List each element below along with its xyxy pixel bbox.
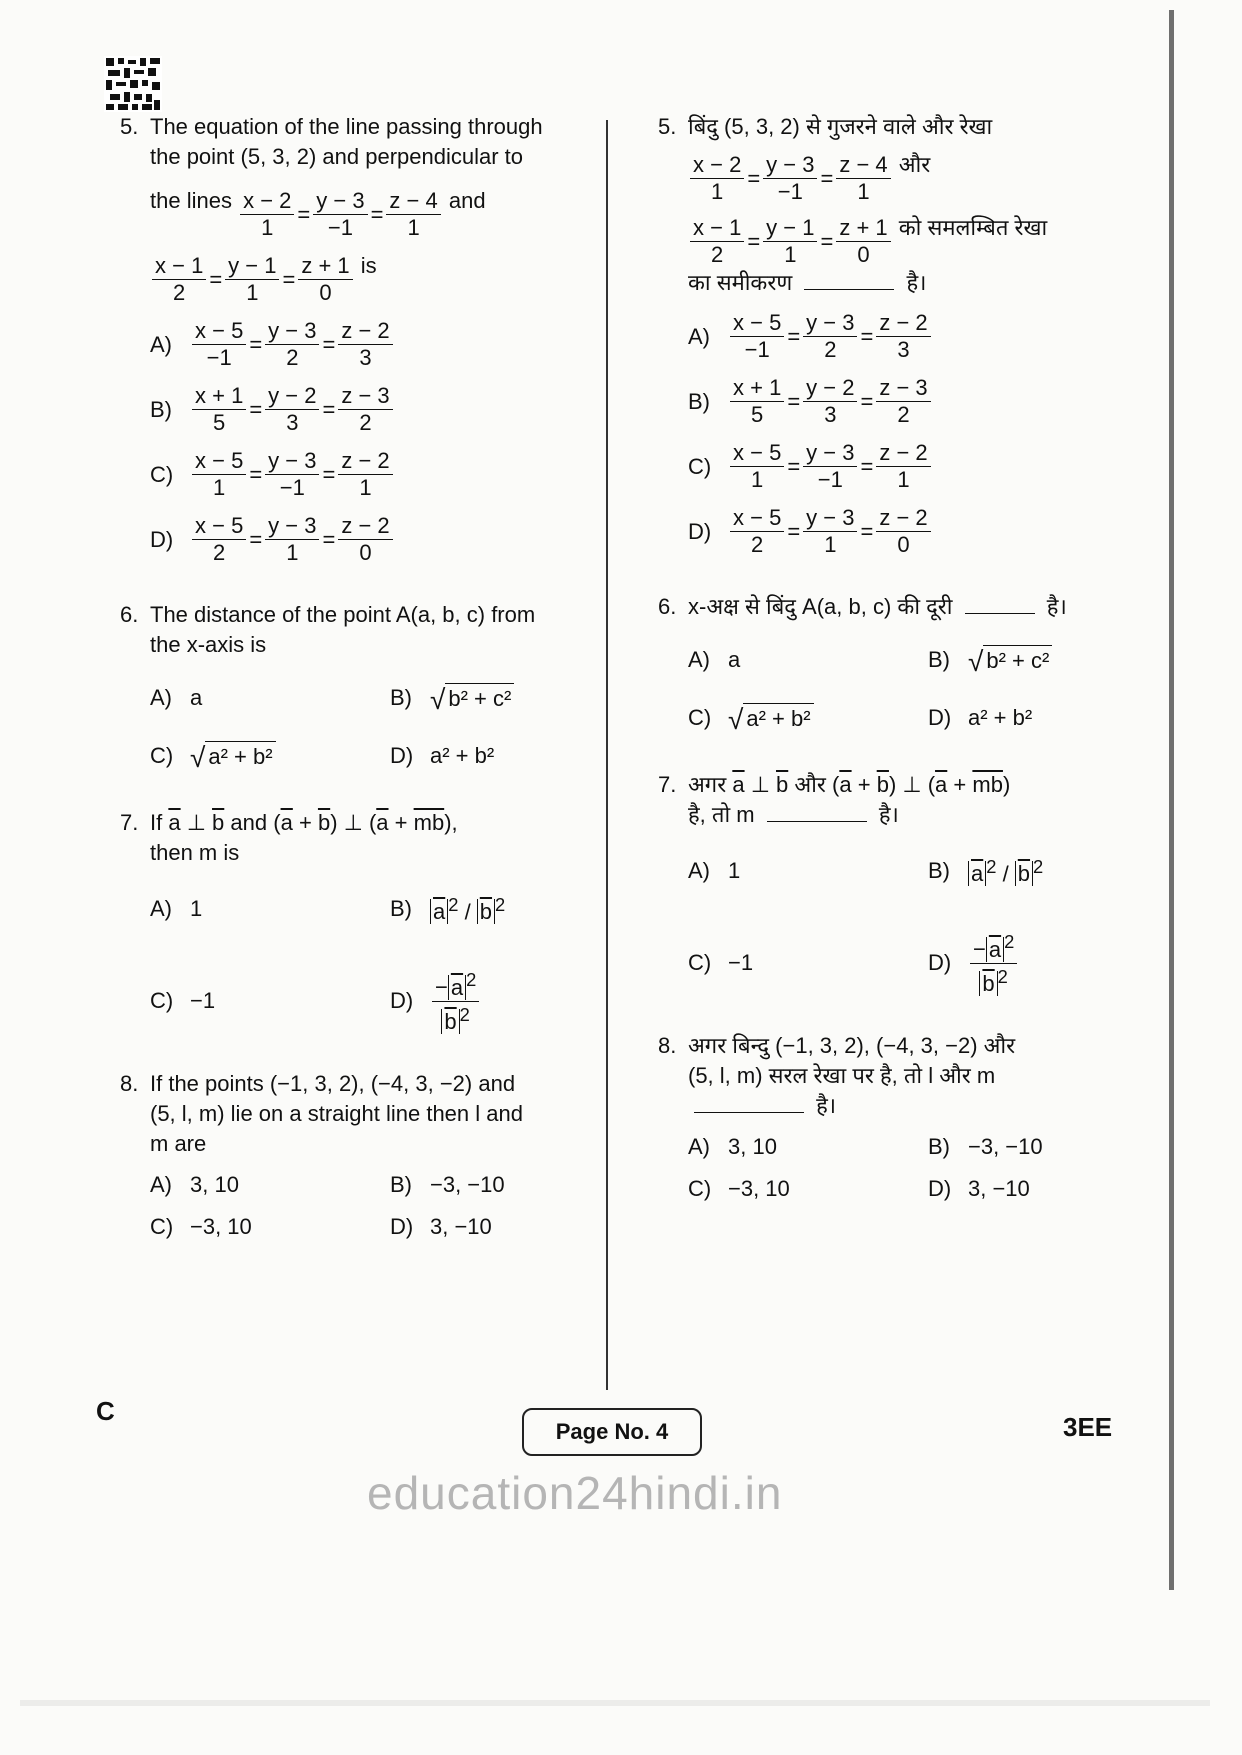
question-text: then m is [150, 840, 240, 865]
numerator: y − 1 [763, 215, 817, 242]
option-value: −3, −10 [430, 1171, 505, 1197]
denominator: −1 [744, 337, 770, 362]
numerator: x − 2 [690, 152, 744, 179]
numerator: z − 2 [876, 440, 930, 467]
numerator: y − 3 [265, 448, 319, 475]
option-label: C) [688, 453, 712, 479]
qr-code-icon [104, 56, 162, 112]
option-a [688, 852, 928, 889]
option-value: a² + b² [743, 703, 813, 734]
question-6-hi [658, 592, 1128, 736]
option-c [150, 967, 390, 1035]
option-label: D) [928, 950, 952, 976]
option-a [688, 642, 928, 678]
option-d [390, 738, 620, 774]
page-edge-shadow [1169, 10, 1174, 1590]
option-a: A) $\frac{x - 5}{-1}$ = $\frac{y - 3}{2}$ = $\frac{z - 2}{3}$ [688, 310, 1128, 363]
text-fragment: और [898, 152, 931, 177]
option-label: B) [928, 1133, 950, 1159]
numerator: x − 5 [192, 448, 246, 475]
line-equation-1: $\frac{x - 2}{1}$ = $\frac{y - 3}{-1}$ = $\frac{z - 4}{1}$ [238, 188, 443, 241]
denominator: 3 [359, 345, 372, 370]
option-b: B) √ b² + c² [390, 680, 620, 716]
numerator: x + 1 [730, 375, 784, 402]
denominator: 1 [784, 242, 797, 267]
question-text: If the points (−1, 3, 2), (−4, 3, −2) and [150, 1070, 516, 1096]
denominator: 5 [213, 410, 226, 435]
numerator: x − 1 [690, 215, 744, 242]
vector-a: $\overline{a}$ [935, 772, 948, 797]
numerator: x − 5 [192, 318, 246, 345]
option-label: B) [390, 895, 412, 921]
option-label: B) [928, 857, 950, 883]
numerator: z − 2 [338, 513, 392, 540]
option-value: a² + b² [205, 741, 275, 772]
option-c: C) $\frac{x - 5}{1}$ = $\frac{y - 3}{-1}$ = $\frac{z - 2}{1}$ [150, 448, 590, 501]
numerator: x − 2 [240, 188, 294, 215]
option-label: B) [390, 685, 412, 710]
numerator: y − 3 [763, 152, 817, 179]
text-fragment: है। [878, 802, 899, 827]
option-label: D) [390, 1213, 414, 1239]
question-6-en [120, 600, 590, 774]
options-q5-hi [658, 310, 1128, 558]
option-label: A) [150, 331, 172, 357]
denominator: 0 [359, 540, 372, 565]
numerator: y − 1 [225, 253, 279, 280]
perp-symbol: ⊥ [750, 772, 770, 797]
denominator: 1 [286, 540, 299, 565]
denominator: 0 [319, 280, 332, 305]
option-b: B) √ b² + c² [928, 642, 1158, 678]
option-value: 3, 10 [190, 1171, 239, 1197]
option-label: B) [688, 388, 710, 414]
line-equation-1: $\frac{x - 2}{1}$ = $\frac{y - 3}{-1}$ = $\frac{z - 4}{1}$ [688, 152, 893, 205]
text-fragment: का समीकरण [688, 270, 793, 295]
option-d [928, 929, 1158, 997]
paren: ( [832, 772, 840, 797]
paren: ) [1002, 772, 1011, 797]
denominator: 2 [286, 345, 299, 370]
vector-b: $\overline{b}$ [477, 899, 495, 924]
option-value: a [190, 685, 203, 710]
option-value: 3, −10 [430, 1213, 492, 1239]
option-label: C) [150, 1213, 174, 1239]
option-label: C) [150, 461, 174, 487]
option-a: A) $\frac{x - 5}{-1}$ = $\frac{y - 3}{2}$ = $\frac{z - 2}{3}$ [150, 318, 590, 371]
option-b: B) $\frac{x + 1}{5}$ = $\frac{y - 2}{3}$ = $\frac{z - 3}{2}$ [688, 375, 1128, 428]
bottom-scan-line [20, 1700, 1210, 1706]
vector-b: $\overline{b}$ [317, 810, 331, 835]
question-number: 5. [120, 114, 139, 139]
numerator: x + 1 [192, 383, 246, 410]
denominator: 2 [751, 532, 764, 557]
option-label: D) [688, 518, 712, 544]
vector-a: $\overline{a}$ [839, 772, 852, 797]
question-text: the point (5, 3, 2) and perpendicular to [150, 144, 524, 169]
option-b: B) $\frac{x + 1}{5}$ = $\frac{y - 2}{3}$ = $\frac{z - 3}{2}$ [150, 383, 590, 436]
denominator: −1 [279, 475, 305, 500]
line-equation-2: $\frac{x - 1}{2}$ = $\frac{y - 1}{1}$ = $\frac{z + 1}{0}$ [150, 253, 355, 306]
option-c [688, 929, 928, 997]
denominator: 1 [261, 215, 274, 240]
option-value: $\overline{a}$ $^2 / \overline{b}$ $^2$ [430, 890, 505, 927]
question-7-hi [658, 770, 1128, 997]
option-c: C) √ a² + b² [688, 700, 928, 736]
denominator: 1 [751, 467, 764, 492]
numerator: z − 3 [876, 375, 930, 402]
option-label: A) [150, 1171, 172, 1197]
plus-symbol: + [857, 772, 871, 797]
option-d [390, 1209, 620, 1245]
option-label: D) [390, 743, 414, 768]
option-value: −1 [728, 950, 754, 976]
denominator: 2 [359, 410, 372, 435]
option-value: a² + b² [430, 743, 495, 768]
option-d: D) $\frac{x - 5}{2}$ = $\frac{y - 3}{1}$ = $\frac{z - 2}{0}$ [150, 513, 590, 566]
option-label: A) [688, 323, 710, 349]
vector-a: $\overline{a}$ [732, 772, 745, 797]
numerator: y − 3 [265, 318, 319, 345]
question-number: 8. [658, 1032, 677, 1058]
paren: ( [368, 810, 377, 835]
vector-b: $\overline{b}$ [212, 810, 225, 835]
set-code: C [96, 1396, 115, 1426]
option-label: A) [150, 685, 172, 710]
paren: ) [330, 810, 338, 835]
question-text: m are [150, 1130, 207, 1156]
option-value: −3, 10 [190, 1213, 252, 1239]
option-label: D) [390, 988, 414, 1014]
denominator: 1 [246, 280, 259, 305]
question-text [688, 150, 1128, 205]
option-c [688, 1171, 928, 1207]
denominator: 0 [897, 532, 910, 557]
options-q5-en [120, 318, 590, 566]
option-value: b² + c² [983, 645, 1052, 676]
answer-blank [965, 595, 1035, 614]
plus-symbol: + [394, 810, 408, 835]
question-5-hi [658, 112, 1128, 558]
question-text [688, 1091, 1128, 1121]
option-d [390, 967, 620, 1035]
option-label: C) [150, 988, 174, 1014]
denominator: −1 [817, 467, 843, 492]
text-fragment: and [230, 810, 268, 835]
denominator: 1 [407, 215, 420, 240]
paren: ( [273, 810, 281, 835]
option-a [688, 1129, 928, 1165]
paren: ) [444, 810, 452, 835]
option-label: C) [688, 950, 712, 976]
numerator: y − 3 [313, 188, 367, 215]
vector-a: $\overline{a}$ [280, 810, 293, 835]
denominator: 3 [286, 410, 299, 435]
denominator: 1 [359, 475, 372, 500]
numerator: z − 2 [876, 310, 930, 337]
option-value: b² + c² [445, 683, 514, 714]
question-text: (5, l, m) सरल रेखा पर है, तो l और m [688, 1062, 996, 1088]
question-text: The equation of the line passing through [150, 114, 543, 139]
numerator: x − 5 [730, 310, 784, 337]
option-value: $\overline{a}$ $^2 / \overline{b}$ $^2$ [968, 852, 1043, 889]
text-fragment: अगर [688, 772, 727, 797]
text-fragment: x-अक्ष से बिंदु A(a, b, c) की दूरी [688, 594, 953, 619]
option-value: a² + b² [968, 705, 1033, 730]
option-c: C) $\frac{x - 5}{1}$ = $\frac{y - 3}{-1}$ = $\frac{z - 2}{1}$ [688, 440, 1128, 493]
text-fragment: is [360, 253, 377, 278]
option-label: A) [688, 857, 710, 883]
option-label: B) [390, 1171, 412, 1197]
option-value: −3, 10 [728, 1175, 790, 1201]
question-text [688, 268, 1128, 298]
question-text: बिंदु (5, 3, 2) से गुजरने वाले और रेखा [688, 114, 993, 139]
paren: ( [927, 772, 936, 797]
option-value: −1 [190, 988, 216, 1014]
question-number: 7. [658, 772, 677, 797]
option-b [390, 1167, 620, 1203]
denominator: 1 [213, 475, 226, 500]
text-fragment: है। [906, 270, 927, 295]
denominator: −1 [777, 179, 803, 204]
option-value: 3, 10 [728, 1133, 777, 1159]
numerator: y − 3 [803, 310, 857, 337]
option-label: C) [688, 705, 712, 730]
numerator: z + 1 [298, 253, 352, 280]
vector-b: $\overline{b}$ [979, 971, 997, 996]
answer-blank [767, 803, 867, 822]
text-fragment: है, तो m [688, 802, 755, 827]
numerator: y − 3 [265, 513, 319, 540]
question-text [688, 213, 1128, 268]
option-b [928, 1129, 1158, 1165]
question-text: the x-axis is [150, 632, 267, 657]
perp-symbol: ⊥ [186, 810, 206, 835]
numerator: z − 4 [836, 152, 890, 179]
numerator: z − 2 [338, 318, 392, 345]
vector-mb: $\overline{mb}$ [972, 772, 1003, 797]
numerator: x − 5 [192, 513, 246, 540]
denominator: 2 [213, 540, 226, 565]
denominator: 2 [897, 402, 910, 427]
options-q6-hi [688, 642, 1128, 736]
denominator: −1 [206, 345, 232, 370]
option-label: C) [150, 743, 174, 768]
denominator: 2 [824, 337, 837, 362]
numerator: z − 2 [876, 505, 930, 532]
text-fragment: को समलम्बित रेखा [898, 215, 1048, 240]
option-d [928, 1171, 1158, 1207]
vector-b: $\overline{b}$ [1015, 861, 1033, 886]
numerator: y − 3 [803, 505, 857, 532]
answer-blank [804, 271, 894, 290]
option-value: 1 [728, 857, 741, 883]
english-column [120, 112, 590, 1279]
numerator: z − 2 [338, 448, 392, 475]
page-number-box: Page No. 4 [522, 1408, 702, 1456]
plus-symbol: + [298, 810, 312, 835]
option-label: A) [150, 895, 172, 921]
question-text [688, 770, 1128, 800]
hindi-column [658, 112, 1128, 1241]
vector-a: $\overline{a}$ [430, 899, 448, 924]
paren: ) [888, 772, 897, 797]
numerator: y − 3 [803, 440, 857, 467]
option-label: D) [150, 526, 174, 552]
vector-a: $\overline{a}$ [968, 861, 986, 886]
answer-blank [694, 1094, 804, 1113]
question-number: 7. [120, 810, 139, 835]
option-label: B) [928, 647, 950, 672]
text-fragment: the lines [150, 188, 232, 213]
denominator: 1 [824, 532, 837, 557]
vector-a: $\overline{a}$ [448, 975, 466, 1000]
vector-a: $\overline{a}$ [376, 810, 389, 835]
question-number: 6. [658, 594, 677, 619]
denominator: 3 [824, 402, 837, 427]
vector-b: $\overline{b}$ [876, 772, 889, 797]
denominator: 3 [897, 337, 910, 362]
question-5-en [120, 112, 590, 566]
denominator: 2 [173, 280, 186, 305]
options-q6-en [150, 680, 590, 774]
option-a [150, 680, 390, 716]
denominator: 0 [857, 242, 870, 267]
question-text [150, 186, 590, 241]
numerator: z − 4 [386, 188, 440, 215]
option-value: a [728, 647, 741, 672]
numerator: y − 2 [803, 375, 857, 402]
denominator: 5 [751, 402, 764, 427]
text-fragment: है। [1046, 594, 1067, 619]
option-b [928, 852, 1158, 889]
question-number: 5. [658, 114, 677, 139]
option-value: 3, −10 [968, 1175, 1030, 1201]
question-number: 8. [120, 1070, 139, 1096]
option-label: A) [688, 647, 710, 672]
vector-b: $\overline{b}$ [441, 1009, 459, 1034]
option-b [390, 890, 620, 927]
numerator: x − 1 [152, 253, 206, 280]
denominator: −1 [327, 215, 353, 240]
question-7-en [120, 808, 590, 1035]
text-fragment: and [448, 188, 486, 213]
text-fragment: है। [816, 1092, 837, 1118]
vector-mb: $\overline{mb}$ [413, 810, 445, 835]
numerator: x − 5 [730, 440, 784, 467]
numerator: y − 2 [265, 383, 319, 410]
option-d: D) $\frac{x - 5}{2}$ = $\frac{y - 3}{1}$ = $\frac{z - 2}{0}$ [688, 505, 1128, 558]
denominator: 1 [711, 179, 724, 204]
denominator: 2 [711, 242, 724, 267]
perp-symbol: ⊥ [343, 810, 363, 835]
question-8-hi [658, 1031, 1128, 1207]
question-text [688, 800, 1128, 830]
comma: , [451, 810, 458, 835]
text-fragment: और [794, 772, 826, 797]
option-label: C) [688, 1175, 712, 1201]
vector-b: $\overline{b}$ [776, 772, 789, 797]
denominator: 1 [857, 179, 870, 204]
plus-symbol: + [953, 772, 967, 797]
question-text: The distance of the point A(a, b, c) from [150, 602, 536, 627]
question-text [150, 808, 590, 838]
option-c: C) √ a² + b² [150, 738, 390, 774]
paper-code: 3EE [1063, 1412, 1113, 1442]
perp-symbol: ⊥ [902, 772, 922, 797]
watermark-text: education24hindi.in [367, 1467, 783, 1519]
text-fragment: If [150, 810, 163, 835]
question-text: (5, l, m) lie on a straight line then l and [150, 1100, 523, 1126]
line-equation-2: $\frac{x - 1}{2}$ = $\frac{y - 1}{1}$ = $\frac{z + 1}{0}$ [688, 215, 893, 268]
question-number: 6. [120, 602, 139, 627]
option-value: −3, −10 [968, 1133, 1043, 1159]
option-a [150, 1167, 390, 1203]
options-q7-hi [688, 852, 1128, 997]
option-label: B) [150, 396, 172, 422]
option-label: D) [928, 705, 952, 730]
options-q8-hi [688, 1129, 1128, 1207]
numerator: z + 1 [836, 215, 890, 242]
option-a [150, 890, 390, 927]
option-value: $\frac{- \overline{a} ^2}{\overline{b} ^2}$ [432, 967, 479, 1035]
option-c [150, 1209, 390, 1245]
option-value: $\frac{- \overline{a} ^2}{\overline{b} ^2}$ [970, 929, 1017, 997]
question-8-en [120, 1069, 590, 1245]
option-label: A) [688, 1133, 710, 1159]
vector-a: $\overline{a}$ [986, 937, 1004, 962]
numerator: z − 3 [338, 383, 392, 410]
question-text [150, 251, 590, 306]
option-label: D) [928, 1175, 952, 1201]
options-q7-en [150, 890, 590, 1035]
question-text: अगर बिन्दु (−1, 3, 2), (−4, 3, −2) और [688, 1032, 1016, 1058]
options-q8-en [150, 1167, 590, 1245]
option-value: 1 [190, 895, 203, 921]
denominator: 1 [897, 467, 910, 492]
question-text [688, 592, 1128, 622]
numerator: x − 5 [730, 505, 784, 532]
option-d [928, 700, 1158, 736]
vector-a: $\overline{a}$ [168, 810, 181, 835]
